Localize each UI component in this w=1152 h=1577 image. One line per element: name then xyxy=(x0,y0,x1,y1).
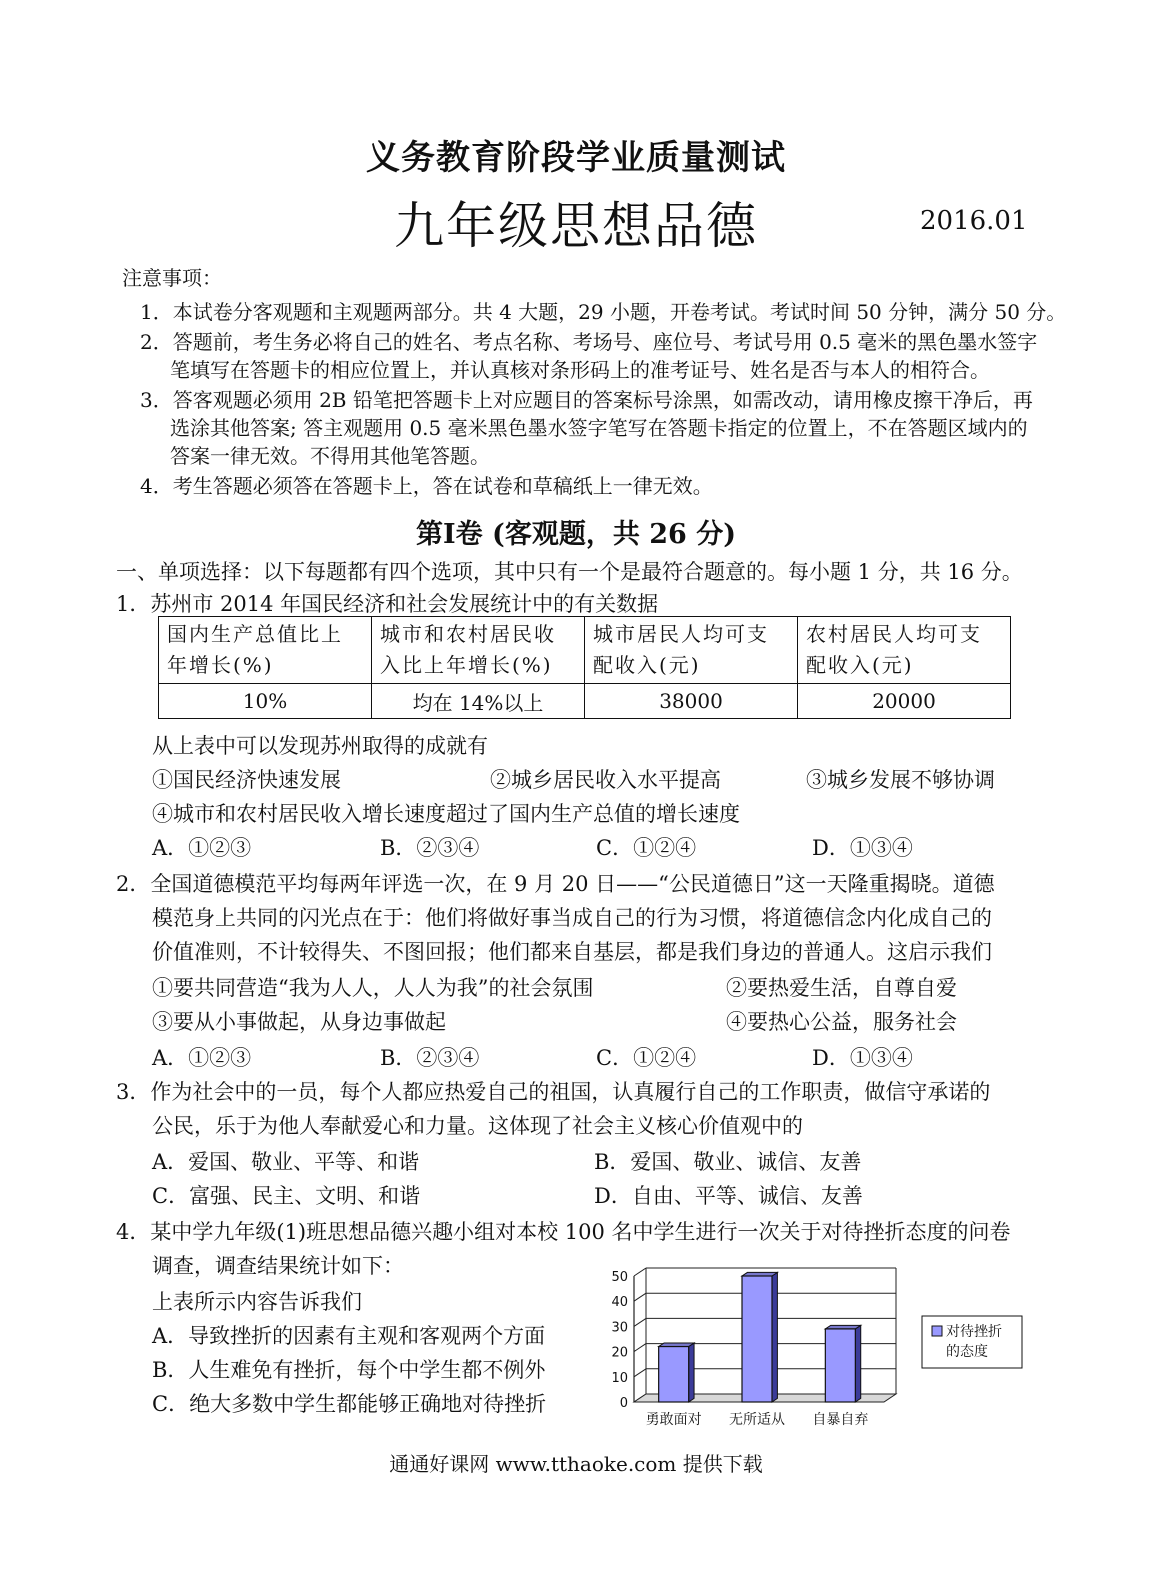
chart-y-ticks xyxy=(611,1270,628,1411)
table-header-cell: 城市居民人均可支配收入(元) xyxy=(585,617,798,684)
chart-y-tick-label: 50 xyxy=(611,1270,628,1285)
q2-stem-line-1: 2．全国道德模范平均每两年评选一次，在 9 月 20 日——“公民道德日”这一天隆重揭晓。道德 xyxy=(116,872,995,896)
chart-bar xyxy=(742,1276,772,1402)
notice-item-2-line-1: 2．答题前，考生务必将自己的姓名、考点名称、考场号、座位号、考试号用 0.5 毫米的黑色墨水签字 xyxy=(140,330,1038,354)
q1-option-c: C．①②④ xyxy=(596,836,697,860)
q2-statement-4: ④要热心公益，服务社会 xyxy=(726,1010,957,1034)
q2-statement-3: ③要从小事做起，从身边事做起 xyxy=(152,1010,446,1034)
chart-bar xyxy=(825,1329,855,1402)
chart-x-labels xyxy=(646,1412,869,1428)
chart-y-tick-label: 30 xyxy=(611,1320,628,1336)
chart-legend-label: 的态度 xyxy=(946,1344,988,1360)
q4-prompt: 上表所示内容告诉我们 xyxy=(152,1290,362,1314)
chart-bar-side xyxy=(855,1325,860,1402)
table-cell: 38000 xyxy=(585,684,798,719)
notice-item-2-line-2: 笔填写在答题卡的相应位置上，并认真核对条形码上的准考证号、姓名是否与本人的相符合。 xyxy=(170,358,990,382)
subject-title: 九年级思想品德 xyxy=(394,197,758,255)
q4-option-b: B．人生难免有挫折，每个中学生都不例外 xyxy=(152,1358,546,1382)
chart-y-tick-label: 40 xyxy=(611,1295,628,1311)
exam-title: 义务教育阶段学业质量测试 xyxy=(366,138,786,178)
table-cell: 20000 xyxy=(798,684,1011,719)
q1-option-d: D．①③④ xyxy=(812,836,913,860)
chart-y-tick-label: 0 xyxy=(619,1396,628,1411)
chart-bar-side xyxy=(689,1343,694,1402)
q1-statement-2: ②城乡居民收入水平提高 xyxy=(490,768,721,792)
exam-date: 2016.01 xyxy=(920,206,1028,236)
table-header-cell: 城市和农村居民收入比上年增长(%) xyxy=(372,617,585,684)
table-header-cell: 农村居民人均可支配收入(元) xyxy=(798,617,1011,684)
q2-stem-line-3: 价值准则，不计较得失、不图回报；他们都来自基层，都是我们身边的普通人。这启示我们 xyxy=(152,940,992,964)
q3-option-a: A．爱国、敬业、平等、和谐 xyxy=(152,1150,420,1174)
chart-legend-swatch xyxy=(932,1326,942,1336)
table-row xyxy=(159,684,1011,719)
notice-item-3-line-2: 选涂其他答案; 答主观题用 0.5 毫米黑色墨水签字笔写在答题卡指定的位置上，不在答题区域内的 xyxy=(170,416,1028,440)
q2-option-a: A．①②③ xyxy=(152,1046,252,1070)
chart-gridline-side xyxy=(634,1344,646,1352)
q2-stem-line-2: 模范身上共同的闪光点在于：他们将做好事当成自己的行为习惯，将道德信念内化成自己的 xyxy=(152,906,992,930)
q4-stem-line-1: 4．某中学九年级(1)班思想品德兴趣小组对本校 100 名中学生进行一次关于对待挫折态度的问卷 xyxy=(116,1220,1011,1244)
notice-item-4: 4．考生答题必须答在答题卡上，答在试卷和草稿纸上一律无效。 xyxy=(140,474,713,498)
table-header-row xyxy=(159,617,1011,684)
section-title: 第Ⅰ卷 (客观题，共 26 分) xyxy=(416,519,736,550)
q4-stem-line-2: 调查，调查结果统计如下： xyxy=(152,1254,404,1278)
q4-bar-chart xyxy=(600,1262,1030,1440)
q4-option-c: C．绝大多数中学生都能够正确地对待挫折 xyxy=(152,1392,547,1416)
q1-statement-1: ①国民经济快速发展 xyxy=(152,768,341,792)
q4-option-a: A．导致挫折的因素有主观和客观两个方面 xyxy=(152,1324,546,1348)
footer-credit: 通通好课网 www.tthaoke.com 提供下载 xyxy=(389,1452,763,1476)
q1-statement-3: ③城乡发展不够协调 xyxy=(806,768,995,792)
notice-item-1: 1．本试卷分客观题和主观题两部分。共 4 大题，29 小题，开卷考试。考试时间 50 分钟，满分 50 分。 xyxy=(140,300,1067,324)
q2-option-d: D．①③④ xyxy=(812,1046,913,1070)
notice-heading: 注意事项： xyxy=(122,266,222,290)
q3-option-c: C．富强、民主、文明、和谐 xyxy=(152,1184,421,1208)
q2-option-c: C．①②④ xyxy=(596,1046,697,1070)
notice-item-3-line-3: 答案一律无效。不得用其他笔答题。 xyxy=(170,444,490,468)
q1-stem: 1．苏州市 2014 年国民经济和社会发展统计中的有关数据 xyxy=(116,592,659,616)
chart-gridline-side xyxy=(634,1369,646,1377)
q3-option-d: D．自由、平等、诚信、友善 xyxy=(594,1184,863,1208)
notice-item-3-line-1: 3．答客观题必须用 2B 铅笔把答题卡上对应题目的答案标号涂黑，如需改动，请用橡皮擦干净后，再 xyxy=(140,388,1033,412)
table-cell: 均在 14%以上 xyxy=(372,684,585,719)
q3-stem-line-1: 3．作为社会中的一员，每个人都应热爱自己的祖国，认真履行自己的工作职责，做信守承诺的 xyxy=(116,1080,991,1104)
q1-option-a: A．①②③ xyxy=(152,836,252,860)
q2-statement-1: ①要共同营造“我为人人，人人为我”的社会氛围 xyxy=(152,976,594,1000)
chart-bar xyxy=(659,1347,689,1402)
q2-option-b: B．②③④ xyxy=(380,1046,480,1070)
chart-gridline-side xyxy=(634,1293,646,1301)
q1-stat-table xyxy=(158,616,1011,719)
chart-bar-side xyxy=(772,1272,777,1402)
q1-prompt: 从上表中可以发现苏州取得的成就有 xyxy=(152,734,488,758)
section-instruction: 一、单项选择：以下每题都有四个选项，其中只有一个是最符合题意的。每小题 1 分，共 16 分。 xyxy=(116,560,1023,584)
chart-gridline-side xyxy=(634,1318,646,1326)
q3-stem-line-2: 公民，乐于为他人奉献爱心和力量。这体现了社会主义核心价值观中的 xyxy=(152,1114,803,1138)
chart-bars xyxy=(659,1272,861,1402)
table-cell: 10% xyxy=(159,684,372,719)
chart-y-tick-label: 20 xyxy=(611,1345,628,1361)
q2-statement-2: ②要热爱生活，自尊自爱 xyxy=(726,976,957,1000)
chart-x-label: 自暴自弃 xyxy=(812,1412,869,1428)
q3-option-b: B．爱国、敬业、诚信、友善 xyxy=(594,1150,862,1174)
table-header-cell: 国内生产总值比上年增长(%) xyxy=(159,617,372,684)
chart-x-label: 勇敢面对 xyxy=(645,1412,702,1428)
q1-statement-4: ④城市和农村居民收入增长速度超过了国内生产总值的增长速度 xyxy=(152,802,740,826)
chart-x-label: 无所适从 xyxy=(729,1412,785,1428)
chart-legend xyxy=(922,1316,1022,1368)
chart-gridline-side xyxy=(634,1268,646,1276)
q1-option-b: B．②③④ xyxy=(380,836,480,860)
chart-legend-label: 对待挫折 xyxy=(946,1324,1002,1340)
chart-y-tick-label: 10 xyxy=(611,1370,628,1386)
